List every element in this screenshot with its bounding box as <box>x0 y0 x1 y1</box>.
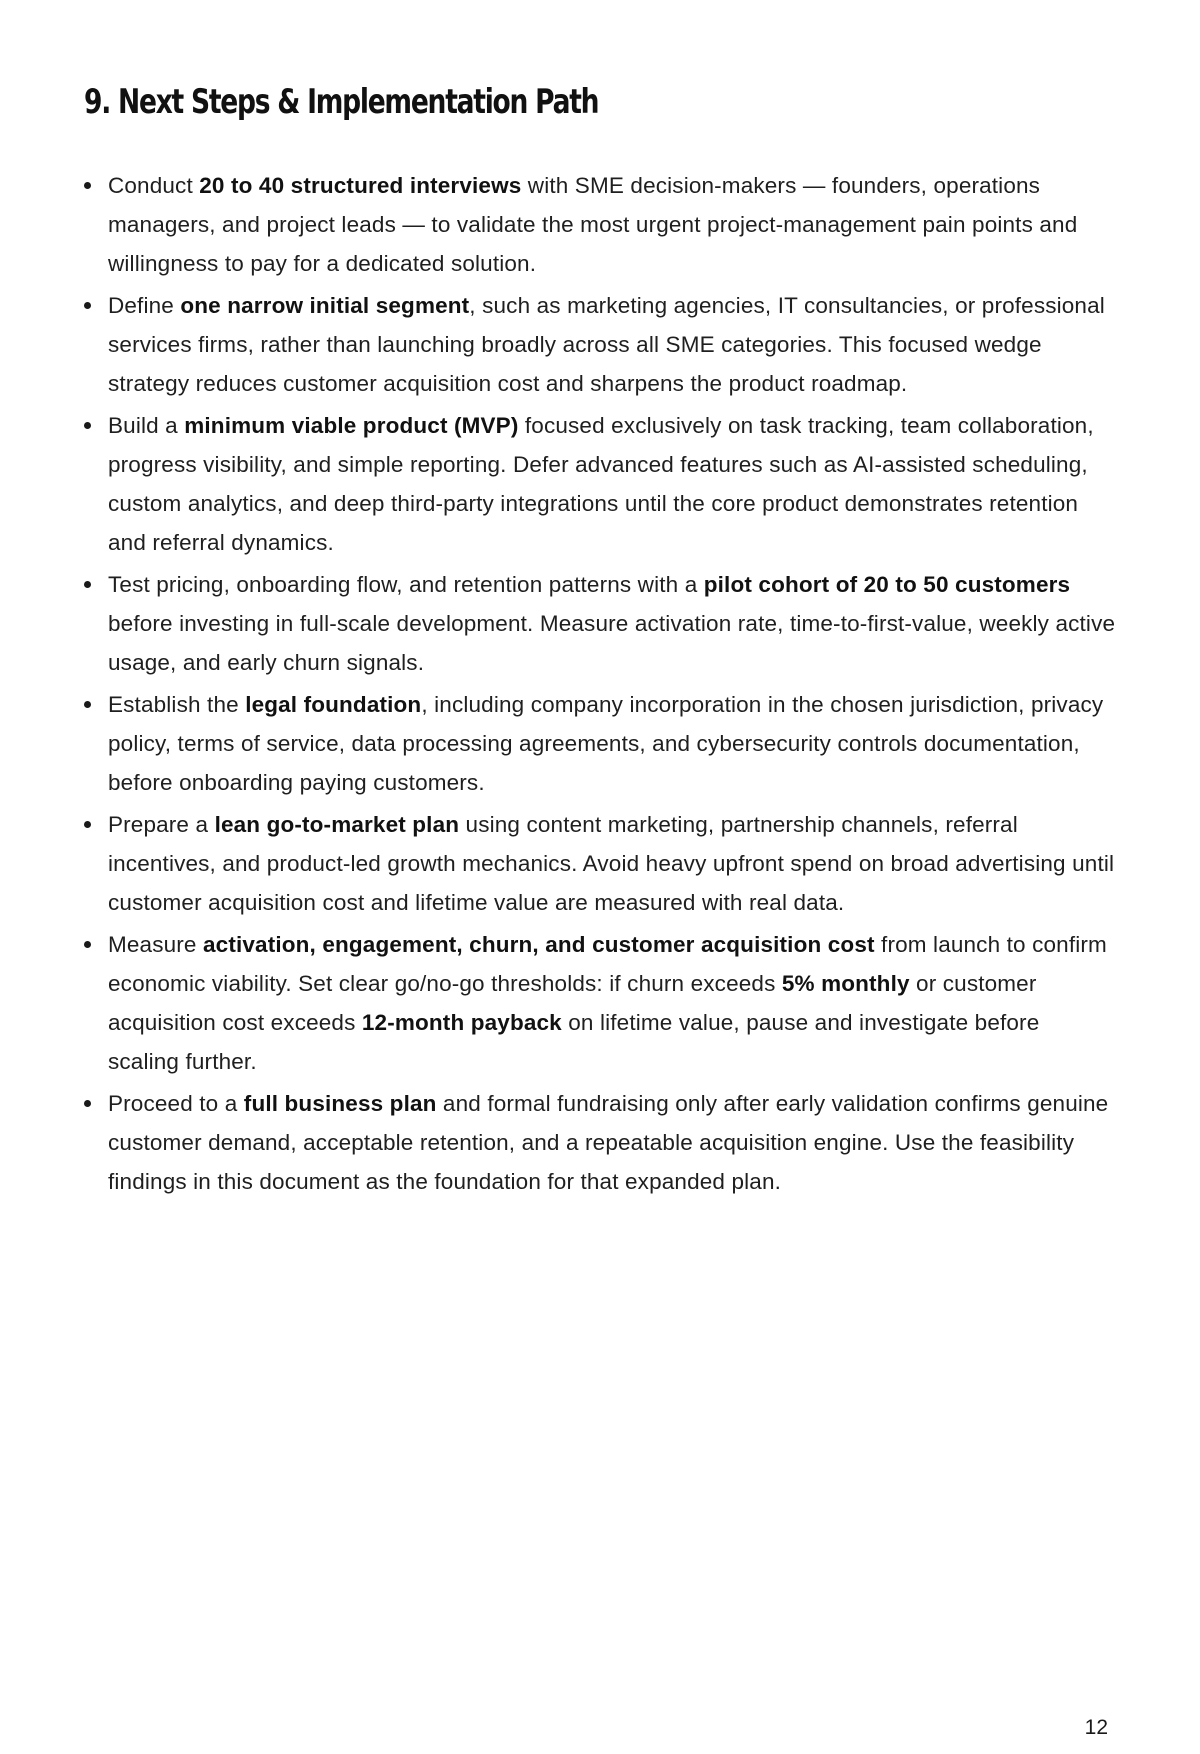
section-heading: 9. Next Steps & Implementation Path <box>84 82 599 122</box>
text-run: using content marketing, partnership channels, referral incentives, and product-led growth mechanics. Avoid heavy upfront spend on broad advertising until customer acquisition cost and lifetime value are measured with real data. <box>108 812 1115 915</box>
bold-phrase: pilot cohort of 20 to 50 customers <box>703 572 1071 597</box>
text-run: Define <box>108 293 181 318</box>
bullet-dot-icon <box>84 1100 91 1107</box>
bullet-dot-icon <box>84 302 91 309</box>
text-run: and formal fundraising only after early validation confirms genuine customer demand, acceptable retention, and a repeatable acquisition engine. Use the feasibility findings in this document as the foundation for that expanded plan. <box>108 1091 1109 1194</box>
text-run: , such as marketing agencies, IT consultancies, or professional services firms, rather than launching broadly across all SME categories. This focused wedge strategy reduces customer acquisition cost and sharpens the product roadmap. <box>108 293 1105 396</box>
text-run: from launch to confirm economic viability. Set clear go/no-go thresholds: if churn exceeds <box>108 932 1107 996</box>
text-run: or customer acquisition cost exceeds <box>108 971 1037 1035</box>
text-run: Test pricing, onboarding flow, and retention patterns with a <box>108 572 704 597</box>
bold-phrase: 20 to 40 structured interviews <box>199 173 522 198</box>
page-number: 12 <box>1084 1716 1108 1739</box>
list-item <box>84 685 1116 802</box>
list-item <box>84 565 1116 682</box>
bold-phrase: full business plan <box>243 1091 437 1116</box>
text-run: Measure <box>108 932 203 957</box>
text-run: with SME decision-makers — founders, operations managers, and project leads — to validate the most urgent project-management pain points and willingness to pay for a dedicated solution. <box>108 173 1078 276</box>
list-item <box>84 286 1116 403</box>
list-item <box>84 166 1116 283</box>
bold-phrase: activation, engagement, churn, and customer acquisition cost <box>203 932 875 957</box>
text-run: Build a <box>108 413 185 438</box>
text-run: , including company incorporation in the chosen jurisdiction, privacy policy, terms of service, data processing agreements, and cybersecurity controls documentation, before onboarding paying customers. <box>108 692 1104 795</box>
bullet-dot-icon <box>84 821 91 828</box>
list-item <box>84 925 1116 1081</box>
bold-phrase: 5% monthly <box>781 971 910 996</box>
list-item <box>84 406 1116 562</box>
bold-phrase: 12-month payback <box>361 1010 562 1035</box>
bold-phrase: legal foundation <box>245 692 422 717</box>
bold-phrase: one narrow initial segment <box>180 293 470 318</box>
list-item <box>84 805 1116 922</box>
next-steps-list <box>84 166 1116 1204</box>
bullet-dot-icon <box>84 182 91 189</box>
bullet-dot-icon <box>84 581 91 588</box>
text-run: on lifetime value, pause and investigate before scaling further. <box>108 1010 1040 1074</box>
text-run: Conduct <box>108 173 200 198</box>
bullet-dot-icon <box>84 422 91 429</box>
bullet-dot-icon <box>84 941 91 948</box>
text-run: Proceed to a <box>108 1091 244 1116</box>
text-run: Establish the <box>108 692 246 717</box>
list-item <box>84 1084 1116 1201</box>
bold-phrase: minimum viable product (MVP) <box>184 413 519 438</box>
text-run: focused exclusively on task tracking, team collaboration, progress visibility, and simple reporting. Defer advanced features such as AI-assisted scheduling, custom analytics, and deep third-party integrations until the core product demonstrates retention and referral dynamics. <box>108 413 1094 555</box>
bold-phrase: lean go-to-market plan <box>214 812 460 837</box>
bullet-dot-icon <box>84 701 91 708</box>
text-run: Prepare a <box>108 812 215 837</box>
text-run: before investing in full-scale development. Measure activation rate, time-to-first-value, weekly active usage, and early churn signals. <box>108 611 1116 675</box>
